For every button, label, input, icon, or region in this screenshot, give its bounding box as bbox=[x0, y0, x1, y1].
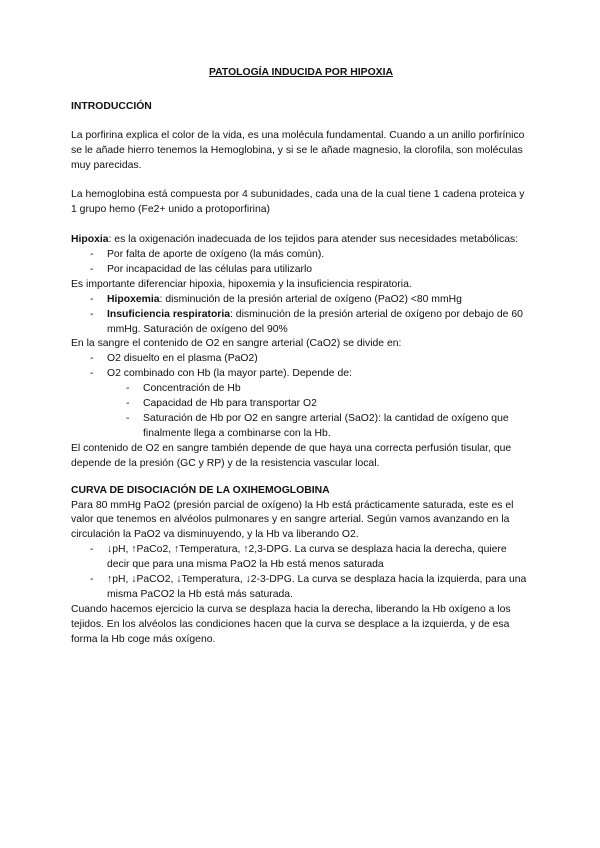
paragraph-diferenciar: Es importante diferenciar hipoxia, hipoxemia y la insuficiencia respiratoria. bbox=[71, 278, 412, 290]
list-item: - Saturación de Hb por O2 en sangre arterial (SaO2): la cantidad de oxígeno que finalmente llega a combinarse con la Hb. bbox=[71, 412, 531, 442]
list-item: - Por falta de aporte de oxígeno (la más común). bbox=[71, 248, 531, 263]
paragraph-curva-saturada: Para 80 mmHg PaO2 (presión parcial de oxígeno) la Hb está prácticamente saturada, este es el valor que tenemos en alvéolos pulmonares y en sangre arterial. Según vamos avanzando en la circulación la PaO2 va disminuyendo, y la Hb va liberando O2. bbox=[71, 499, 514, 541]
paragraph-hipoxia bbox=[71, 233, 531, 248]
term-hipoxia: Hipoxia bbox=[71, 234, 109, 246]
list-hb-factors bbox=[71, 382, 531, 442]
list-item: - Capacidad de Hb para transportar O2 bbox=[71, 397, 531, 412]
document-title: PATOLOGÍA INDUCIDA POR HIPOXIA bbox=[209, 67, 393, 78]
list-item: - ↓pH, ↑PaCo2, ↑Temperatura, ↑2,3-DPG. La curva se desplaza hacia la derecha, quiere decir que para una misma PaO2 la Hb está menos saturada bbox=[71, 543, 531, 573]
list-item: - O2 combinado con Hb (la mayor parte). Depende de: bbox=[71, 367, 531, 382]
paragraph-perfusion: El contenido de O2 en sangre también depende de que haya una correcta perfusión tisular, que depende de la presión (GC y RP) y de la resistencia vascular local. bbox=[71, 442, 512, 469]
heading-curva: CURVA DE DISOCIACIÓN DE LA OXIHEMOGLOBINA bbox=[71, 484, 330, 496]
term-hipoxemia: Hipoxemia bbox=[107, 293, 160, 305]
list-item-insuficiencia bbox=[71, 308, 531, 338]
list-cao2 bbox=[71, 352, 531, 382]
definition-hipoxia: : es la oxigenación inadecuada de los tejidos para atender sus necesidades metabólicas: bbox=[108, 234, 519, 246]
definition-insuficiencia: : disminución de la presión arterial de oxígeno por debajo de 60 mmHg. Saturación de oxígeno del 90% bbox=[107, 308, 523, 335]
list-hipoxia-causes bbox=[71, 248, 531, 278]
list-definitions bbox=[71, 293, 531, 338]
list-item: - O2 disuelto en el plasma (PaO2) bbox=[71, 352, 531, 367]
paragraph-ejercicio: Cuando hacemos ejercicio la curva se desplaza hacia la derecha, liberando la Hb oxígeno a los tejidos. En los alvéolos las condiciones hacen que la curva se desplace a la izquierda, y de esa forma la Hb coge más oxígeno. bbox=[71, 603, 511, 645]
paragraph-cao2: En la sangre el contenido de O2 en sangre arterial (CaO2) se divide en: bbox=[71, 338, 402, 350]
list-item: - ↑pH, ↓PaCO2, ↓Temperatura, ↓2-3-DPG. La curva se desplaza hacia la izquierda, para una misma PaCO2 la Hb está más saturada. bbox=[71, 573, 531, 603]
paragraph-hemoglobina: La hemoglobina está compuesta por 4 subunidades, cada una de la cual tiene 1 cadena proteica y 1 grupo hemo (Fe2+ unido a protoporfirina) bbox=[71, 189, 525, 216]
document-page bbox=[71, 66, 531, 648]
term-insuficiencia: Insuficiencia respiratoria bbox=[107, 308, 231, 320]
list-item-hipoxemia bbox=[71, 293, 531, 308]
paragraph-porfirina: La porfirina explica el color de la vida, es una molécula fundamental. Cuando a un anillo porfirínico se le añade hierro tenemos la Hemoglobina, y si se le añade magnesio, la clorofila, son moléculas muy parecidas. bbox=[71, 129, 525, 171]
list-curve-shifts bbox=[71, 543, 531, 603]
list-item: - Concentración de Hb bbox=[71, 382, 531, 397]
list-item: - Por incapacidad de las células para utilizarlo bbox=[71, 263, 531, 278]
definition-hipoxemia: : disminución de la presión arterial de oxígeno (PaO2) <80 mmHg bbox=[159, 293, 462, 305]
heading-introduccion: INTRODUCCIÓN bbox=[71, 100, 152, 112]
